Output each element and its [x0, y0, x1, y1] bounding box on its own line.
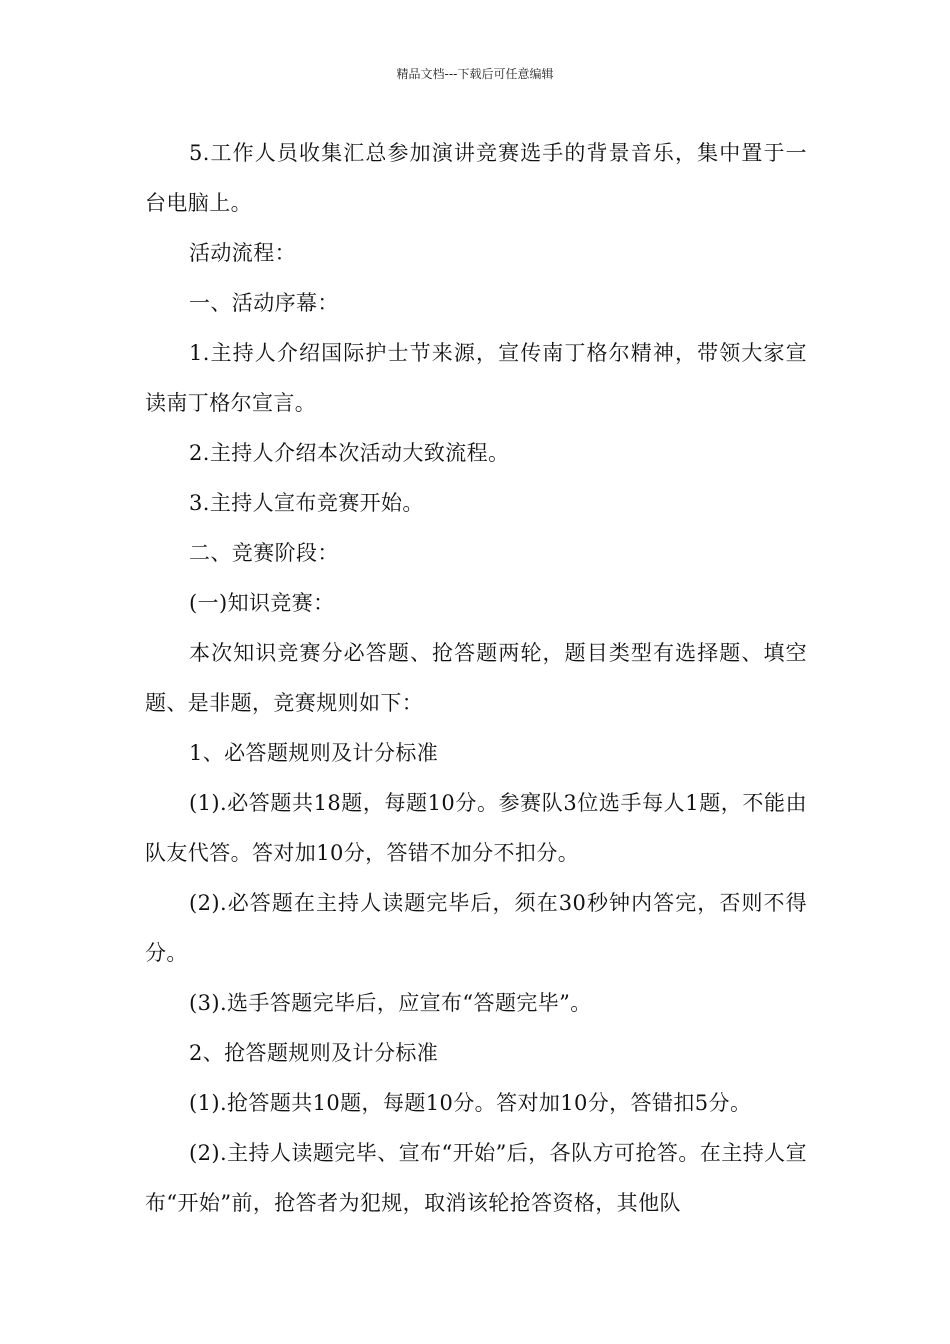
paragraph-buzzer-rule-1: (1).抢答题共10题，每题10分。答对加10分，答错扣5分。: [189, 1091, 752, 1115]
paragraph-buzzer-rule-2: (2).主持人读题完毕、宣布“开始”后，各队方可抢答。在主持人宣布“开始”前，抢答者为犯规，取消该轮抢答资格，其他队: [145, 1141, 807, 1215]
paragraph-required-rule-3: (3).选手答题完毕后，应宣布“答题完毕”。: [189, 991, 592, 1015]
paragraph-host-intro-nurses-day: 1.主持人介绍国际护士节来源，宣传南丁格尔精神，带领大家宣读南丁格尔宣言。: [145, 341, 807, 415]
page-header: 精品文档---下载后可任意编辑: [396, 67, 554, 81]
paragraph-required-rule-2: (2).必答题在主持人读题完毕后，须在30秒钟内答完，否则不得分。: [145, 891, 807, 965]
paragraph-activity-flow-heading: 活动流程：: [189, 241, 296, 265]
paragraph-knowledge-contest-heading: (一)知识竞赛：: [189, 591, 335, 615]
paragraph-buzzer-rules-heading: 2、抢答题规则及计分标准: [189, 1041, 439, 1065]
paragraph-section-competition-heading: 二、竞赛阶段：: [189, 541, 339, 565]
paragraph-required-rule-1: (1).必答题共18题，每题10分。参赛队3位选手每人1题，不能由队友代答。答对加10分，答错不加分不扣分。: [145, 791, 807, 865]
document-body: [145, 128, 807, 1228]
paragraph-required-rules-heading: 1、必答题规则及计分标准: [189, 741, 439, 765]
paragraph-host-announce-start: 3.主持人宣布竞赛开始。: [189, 491, 424, 515]
paragraph-staff-music: 5.工作人员收集汇总参加演讲竞赛选手的背景音乐，集中置于一台电脑上。: [145, 141, 807, 215]
paragraph-section-prelude-heading: 一、活动序幕：: [189, 291, 339, 315]
paragraph-contest-overview: 本次知识竞赛分必答题、抢答题两轮，题目类型有选择题、填空题、是非题，竞赛规则如下：: [145, 641, 807, 715]
paragraph-host-intro-flow: 2.主持人介绍本次活动大致流程。: [189, 441, 510, 465]
